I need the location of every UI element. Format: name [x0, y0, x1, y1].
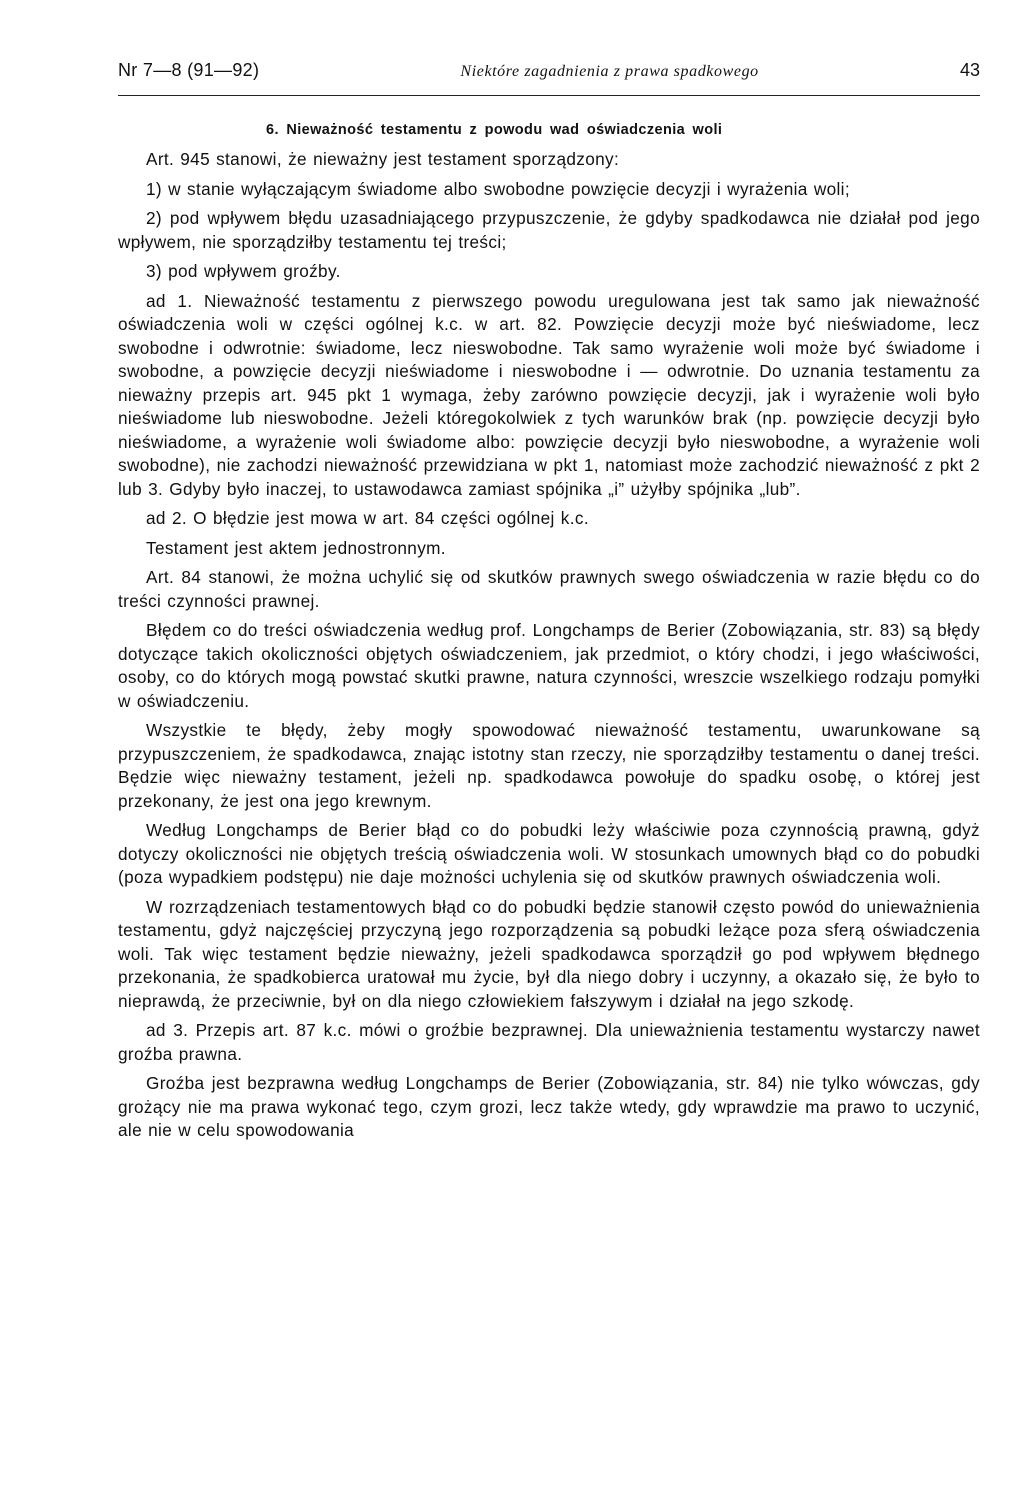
- section-heading: 6. Nieważność testamentu z powodu wad oświadczenia woli: [266, 122, 723, 138]
- paragraph-ad-2: ad 2. O błędzie jest mowa w art. 84 części ogólnej k.c.: [146, 508, 589, 528]
- paragraph-testament-unilateral: Testament jest aktem jednostronnym.: [146, 537, 446, 558]
- page-number: 43: [959, 60, 980, 80]
- running-title: Niektóre zagadnienia z prawa spadkowego: [460, 63, 759, 80]
- paragraph-error-definition: Błędem co do treści oświadczenia według prof. Longchamps de Berier (Zobowiązania, str. 83) są błędy dotyczące takich okoliczności objętych oświadczeniem, jak przedmiot, o który chodzi, i jego właściwości, osoby, co do których mogą powstać skutki prawne, natura czynności, wreszcie wszelkiego rodzaju pomyłki w oświadczeniu.: [118, 620, 980, 711]
- paragraph-all-errors: Wszystkie te błędy, żeby mogły spowodować nieważność testamentu, uwarunkowane są przypuszczeniem, że spadkodawca, znając istotny stan rzeczy, nie sporządziłby testamentu o danej treści. Będzie więc nieważny testament, jeżeli np. spadkodawca powołuje do spadku osobę, o której jest przekonany, że jest ona jego krewnym.: [118, 720, 980, 811]
- paragraph-art-84: Art. 84 stanowi, że można uchylić się od skutków prawnych swego oświadczenia w razie błędu co do treści czynności prawnej.: [118, 567, 980, 611]
- body-text: [118, 148, 980, 1143]
- paragraph-unlawful-threat: Groźba jest bezprawna według Longchamps de Berier (Zobowiązania, str. 84) nie tylko wówczas, gdy grożący nie ma prawa wykonać tego, czym grozi, lecz także wtedy, gdy wprawdzie ma prawo to uczynić, ale nie w celu spowodowania: [118, 1073, 980, 1140]
- paragraph-art-945: Art. 945 stanowi, że nieważny jest testament sporządzony:: [146, 149, 620, 169]
- paragraph-point-2: 2) pod wpływem błędu uzasadniającego przypuszczenie, że gdyby spadkodawca nie działał pod jego wpływem, nie sporządziłby testamentu tej treści;: [118, 208, 980, 252]
- document-page: [118, 60, 980, 1149]
- paragraph-ad-3: ad 3. Przepis art. 87 k.c. mówi o groźbie bezprawnej. Dla unieważnienia testamentu wystarczy nawet groźba prawna.: [118, 1020, 980, 1064]
- paragraph-motive-error: Według Longchamps de Berier błąd co do pobudki leży właściwie poza czynnością prawną, gdyż dotyczy okoliczności nie objętych treścią oświadczenia woli. W stosunkach umownych błąd co do pobudki (poza wypadkiem podstępu) nie daje możności uchylenia się od skutków prawnych oświadczenia woli.: [118, 820, 980, 887]
- issue-number: Nr 7—8 (91—92): [118, 60, 260, 80]
- running-header: [118, 60, 980, 96]
- paragraph-testamentary-dispositions: W rozrządzeniach testamentowych błąd co do pobudki będzie stanowił często powód do unieważnienia testamentu, gdyż najczęściej przyczyną jego rozporządzenia są pobudki leżące poza sferą oświadczenia woli. Tak więc testament będzie nieważny, jeżeli spadkodawca sporządził go pod wpływem błędnego przekonania, że spadkobierca uratował mu życie, był dla niego dobry i uczynny, a okazało się, że było to nieprawdą, że przeciwnie, był on dla niego człowiekiem fałszywym i działał na jego szkodę.: [118, 896, 980, 1011]
- paragraph-point-3: 3) pod wpływem groźby.: [146, 261, 341, 281]
- paragraph-point-1: 1) w stanie wyłączającym świadome albo swobodne powzięcie decyzji i wyrażenia woli;: [146, 178, 850, 199]
- paragraph-ad-1: ad 1. Nieważność testamentu z pierwszego powodu uregulowana jest tak samo jak nieważność oświadczenia woli w części ogólnej k.c. w art. 82. Powzięcie decyzji może być nieświadome, lecz swobodne i odwrotnie: świadome, lecz nieswobodne. Tak samo wyrażenie woli może być świadome i swobodne, a powzięcie decyzji nieświadome i nieswobodne i — odwrotnie. Do uznania testamentu za nieważny przepis art. 945 pkt 1 wymaga, żeby zarówno powzięcie decyzji, jak i wyrażenie woli było nieświadome lub nieswobodne. Jeżeli któregokolwiek z tych warunków brak (np. powzięcie decyzji było nieświadome, a wyrażenie woli świadome albo: powzięcie decyzji było nieswobodne, a wyrażenie woli swobodne), nie zachodzi nieważność przewidziana w pkt 1, natomiast może zachodzić nieważność z pkt 2 lub 3. Gdyby było inaczej, to ustawodawca zamiast spójnika „i” użyłby spójnika „lub”.: [118, 290, 980, 499]
